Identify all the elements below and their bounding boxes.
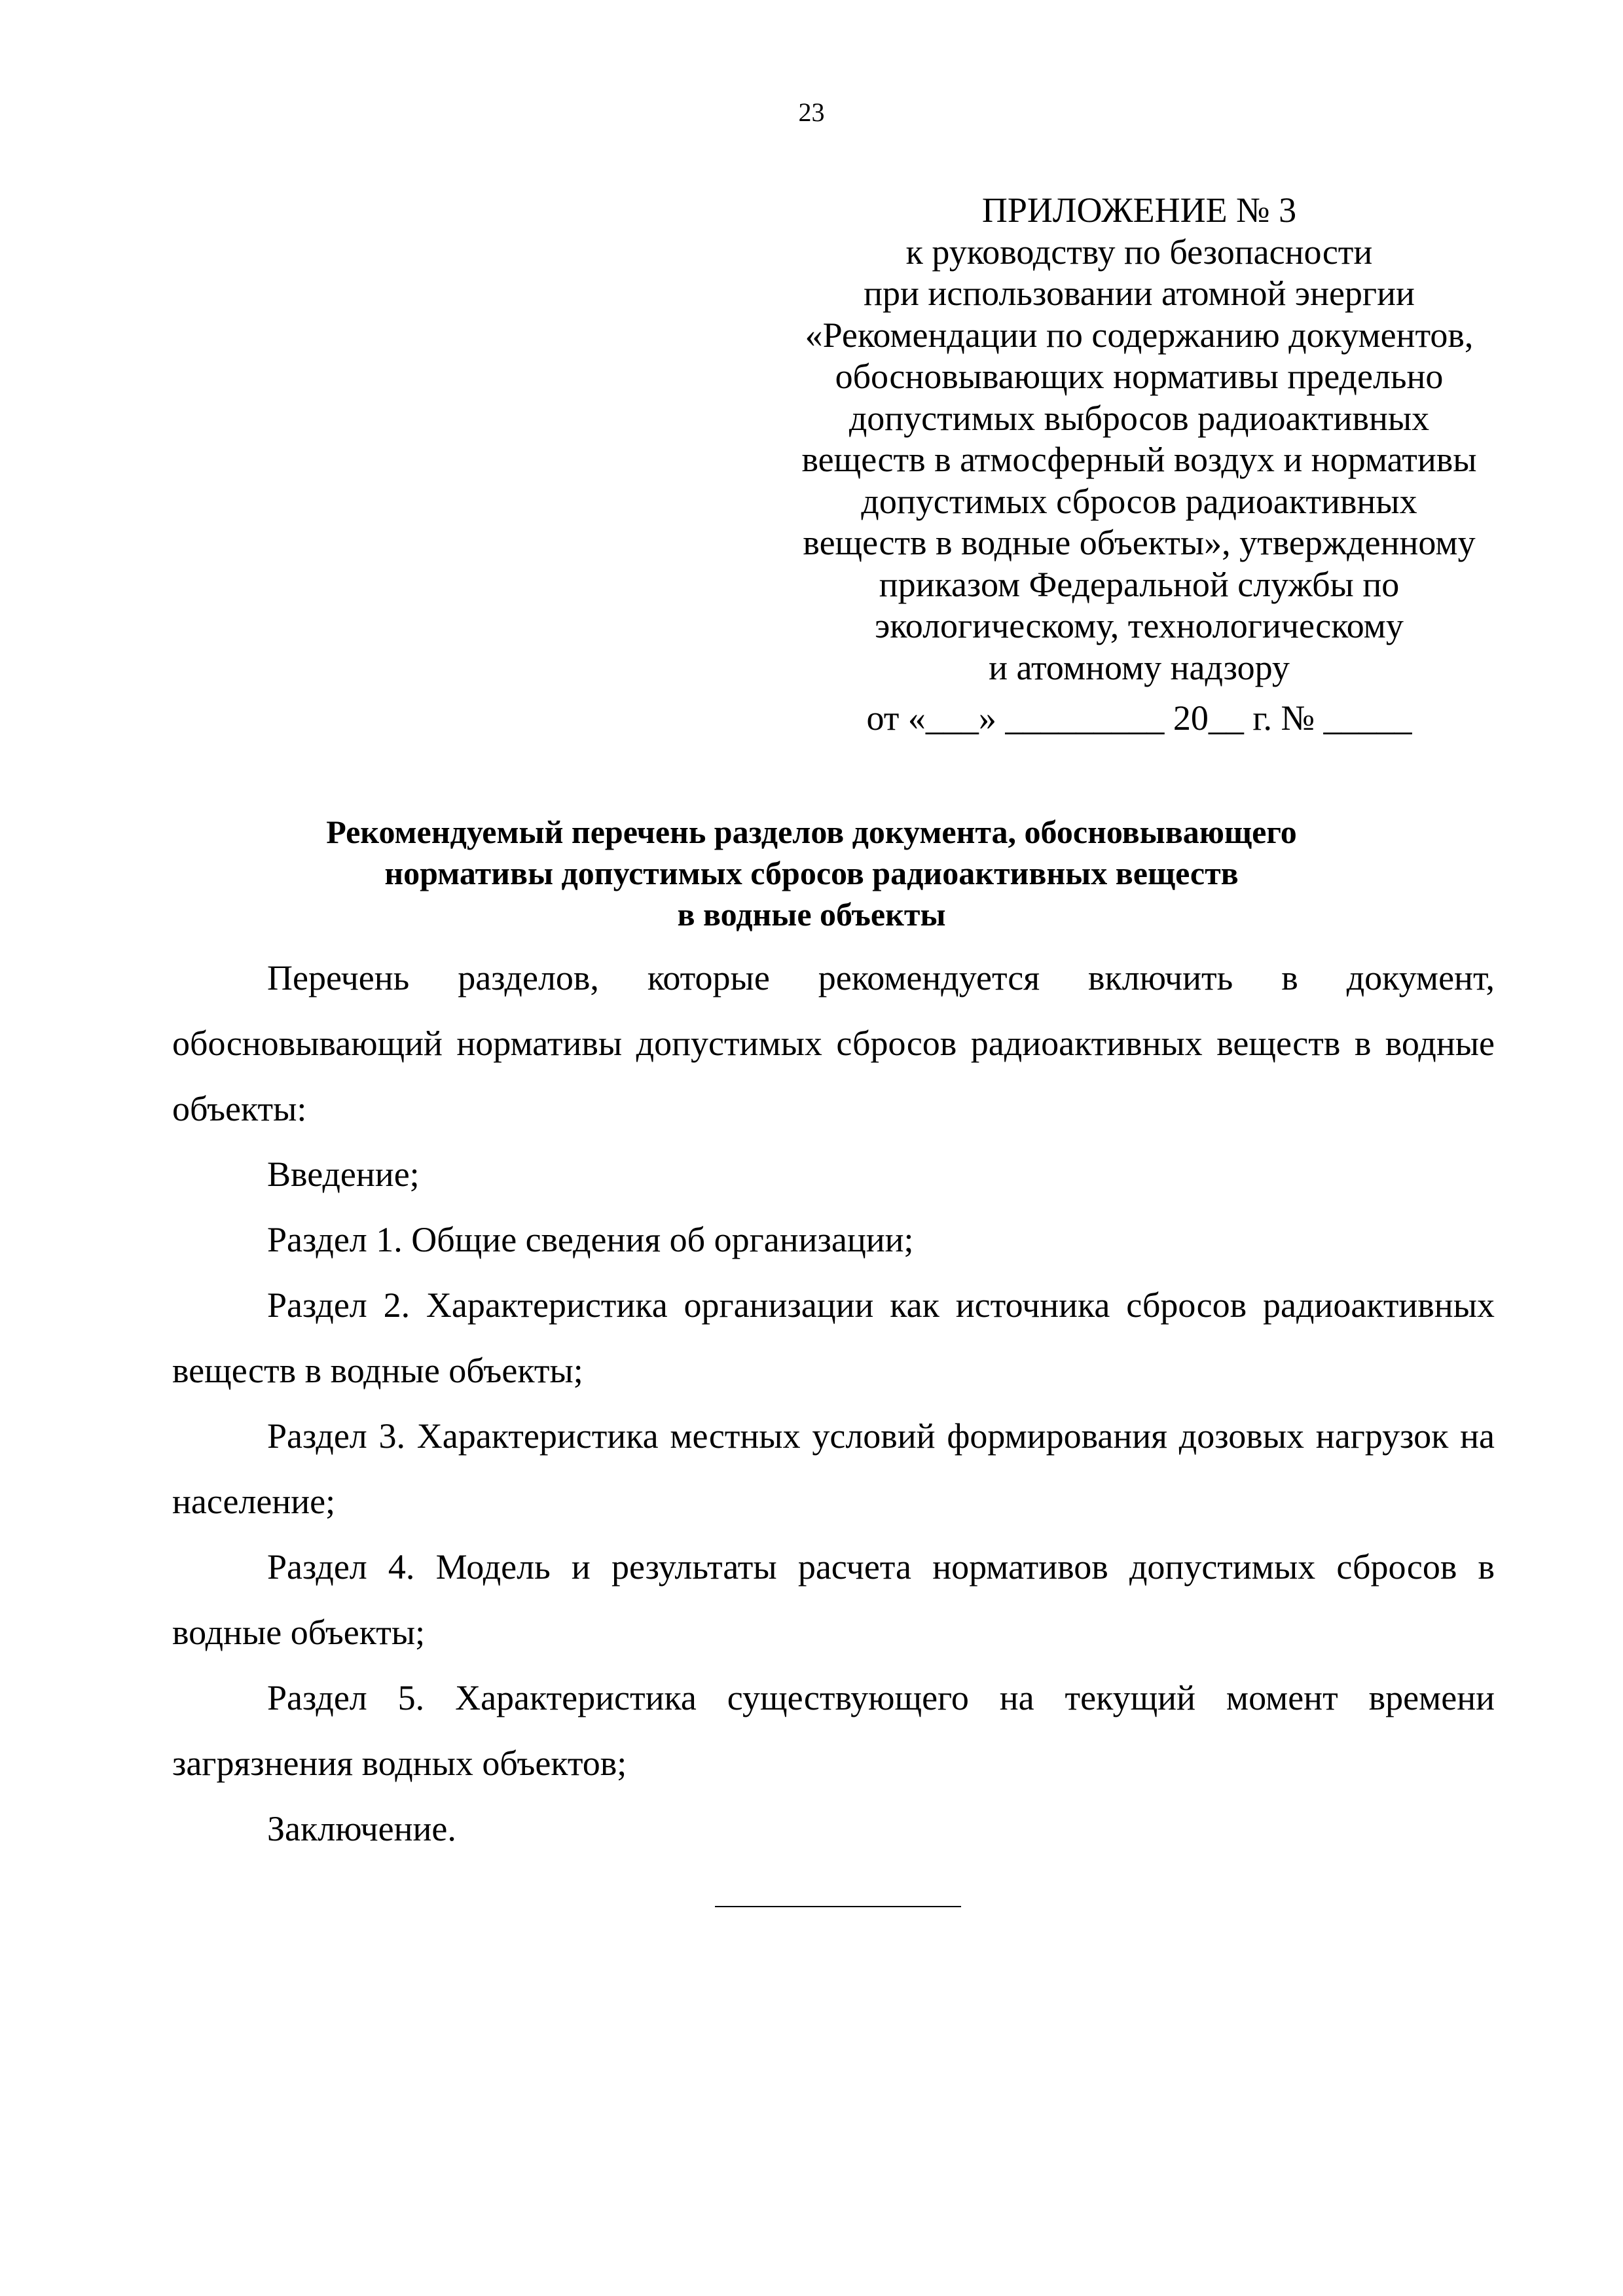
body-text — [172, 945, 1495, 1861]
title-line: в водные объекты — [677, 896, 946, 933]
appendix-line: к руководству по безопасности — [905, 232, 1373, 272]
section-item: Раздел 2. Характеристика организации как источника сбросов радиоактивных веществ в водные объекты; — [172, 1285, 1495, 1390]
intro-paragraph: Перечень разделов, которые рекомендуется включить в документ, обосновывающий нормативы допустимых сбросов радиоактивных веществ в водные объекты: — [172, 958, 1495, 1128]
appendix-line: допустимых выбросов радиоактивных — [848, 398, 1430, 438]
section-item: Введение; — [267, 1155, 420, 1194]
appendix-line: при использовании атомной энергии — [864, 274, 1415, 313]
appendix-heading: ПРИЛОЖЕНИЕ № 3 — [981, 190, 1297, 230]
appendix-line: обосновывающих нормативы предельно — [835, 357, 1444, 396]
appendix-line: экологическому, технологическому — [875, 606, 1404, 645]
section-item: Раздел 1. Общие сведения об организации; — [267, 1220, 914, 1259]
section-item: Заключение. — [267, 1809, 456, 1848]
closing-divider — [715, 1906, 961, 1907]
title-line: Рекомендуемый перечень разделов документа, обосновывающего — [326, 814, 1297, 850]
appendix-block — [733, 190, 1545, 740]
page-number: 23 — [798, 98, 825, 127]
appendix-line: приказом Федеральной службы по — [879, 564, 1400, 604]
appendix-date-line: от «___» _________ 20__ г. № _____ — [866, 698, 1412, 738]
appendix-line: допустимых сбросов радиоактивных — [861, 481, 1417, 521]
title-line: нормативы допустимых сбросов радиоактивных веществ — [384, 855, 1239, 891]
document-title — [0, 812, 1623, 935]
section-item: Раздел 5. Характеристика существующего на текущий момент времени загрязнения водных объектов; — [172, 1678, 1495, 1783]
appendix-line: веществ в атмосферный воздух и нормативы — [801, 440, 1477, 479]
appendix-line: «Рекомендации по содержанию документов, — [805, 315, 1474, 355]
appendix-line: и атомному надзору — [989, 647, 1290, 687]
section-item: Раздел 4. Модель и результаты расчета нормативов допустимых сбросов в водные объекты; — [172, 1547, 1495, 1652]
appendix-line: веществ в водные объекты», утвержденному — [803, 523, 1476, 562]
section-item: Раздел 3. Характеристика местных условий формирования дозовых нагрузок на население; — [172, 1416, 1495, 1521]
